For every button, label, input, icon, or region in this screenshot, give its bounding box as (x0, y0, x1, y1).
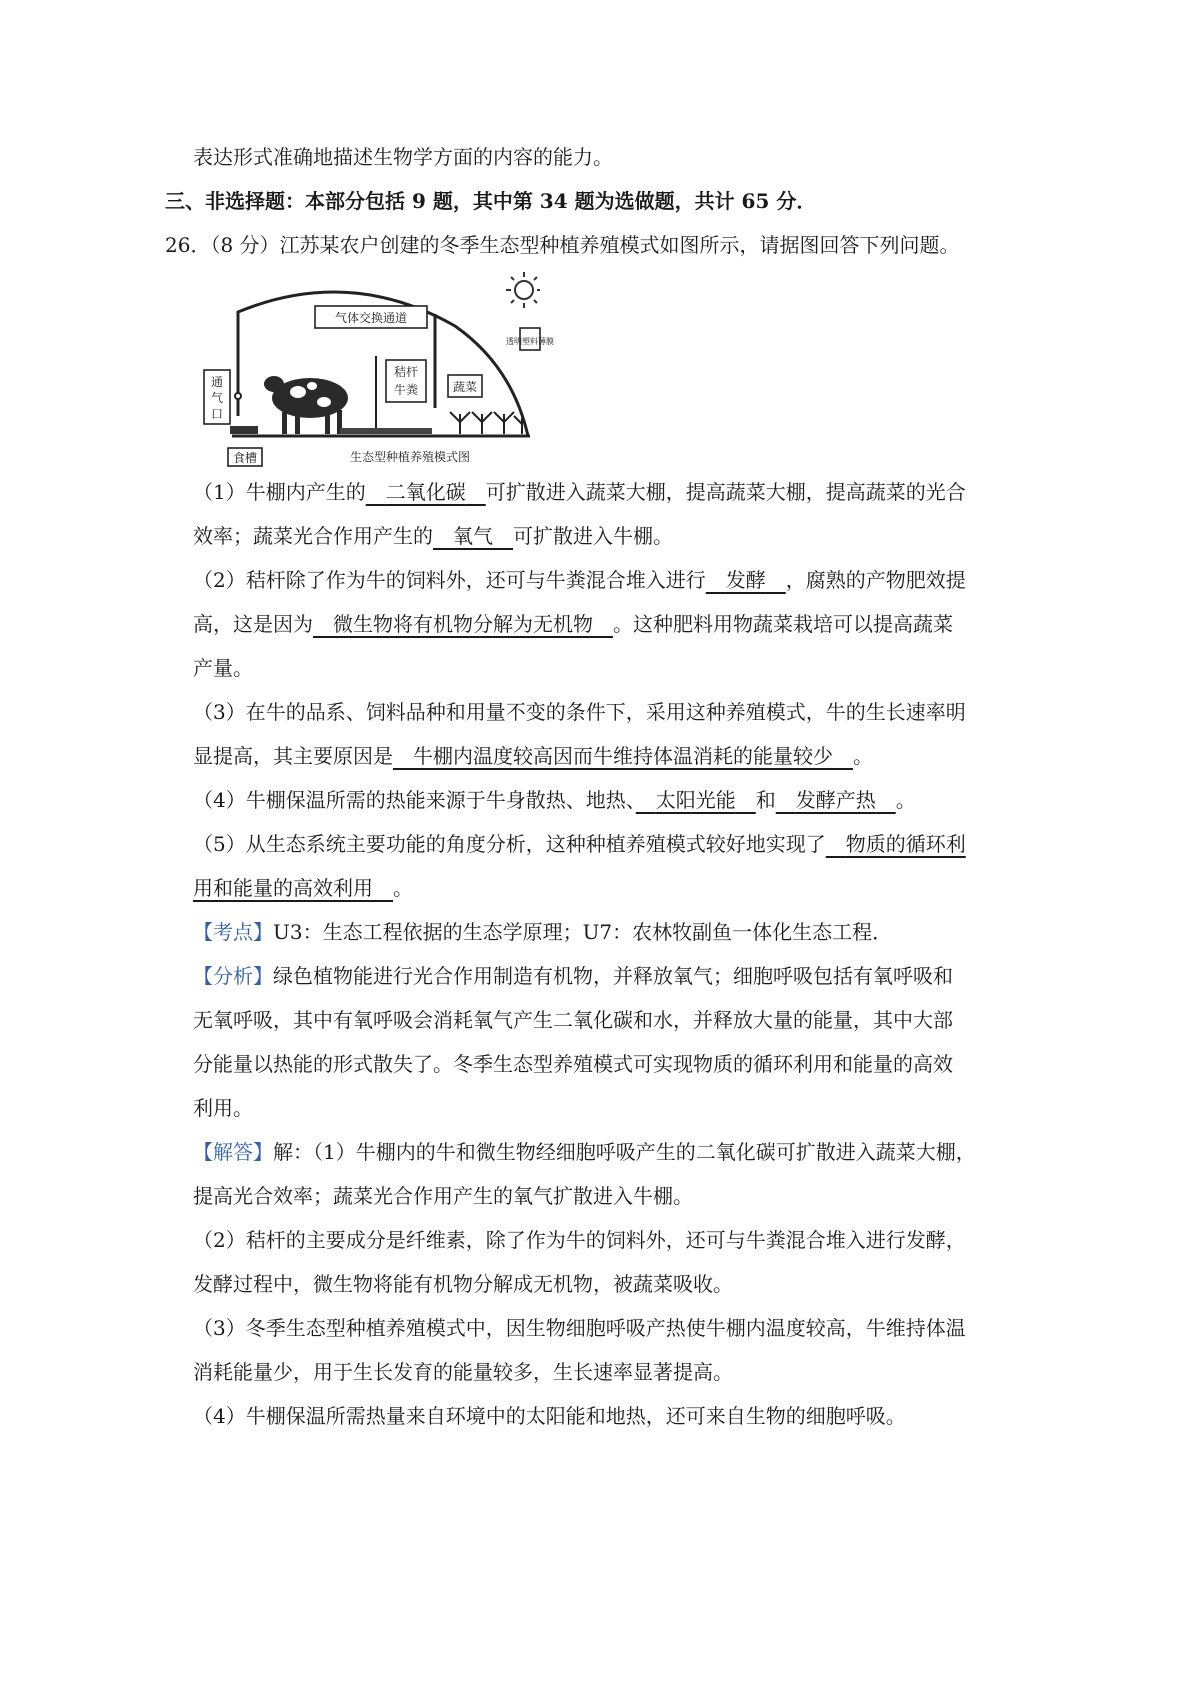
kaodian-tag: 【考点】 (193, 920, 273, 944)
trough (230, 426, 258, 434)
fenxi-line3: 分能量以热能的形式散失了。冬季生态型养殖模式可实现物质的循环利用和能量的高效 (193, 1052, 953, 1076)
text-segment: 和 (755, 788, 776, 812)
vent-label-3: 口 (210, 407, 224, 421)
q26-part5-line1 (193, 830, 966, 858)
vent-label-1: 通 (210, 375, 224, 389)
text-segment: （5）从生态系统主要功能的角度分析，这种种植养殖模式较好地实现了 (193, 832, 826, 856)
vent-label-2: 气 (210, 391, 224, 405)
jieda-line6: 消耗能量少，用于生长发育的能量较多，生长速率显著提高。 (193, 1360, 733, 1384)
vegetable-plants (450, 412, 522, 434)
fenxi-tag: 【分析】 (193, 964, 273, 988)
q26-part3-line1: （3）在牛的品系、饲料品种和用量不变的条件下，采用这种养殖模式，牛的生长速率明 (193, 700, 966, 724)
answer-blank: 二氧化碳 (385, 480, 466, 504)
text-segment: 。 (393, 876, 413, 900)
vent-hole (235, 393, 241, 399)
text-segment: 可扩散进入牛棚。 (513, 524, 673, 548)
text-segment: （4）牛棚保温所需的热能来源于牛身散热、地热、 (193, 788, 636, 812)
q26-part2-line1 (193, 566, 966, 594)
answer-blank: 发酵产热 (795, 788, 876, 812)
sun-icon (506, 272, 540, 308)
straw-pile (340, 428, 432, 434)
q26-part2-line2 (193, 610, 953, 638)
q26-part2-line3: 产量。 (193, 656, 253, 680)
fenxi-line2: 无氧呼吸，其中有氧呼吸会消耗氧气产生二氧化碳和水，并释放大量的能量，其中大部 (193, 1008, 953, 1032)
jieda-line5: （3）冬季生态型种植养殖模式中，因生物细胞呼吸产热使牛棚内温度较高，牛维持体温 (193, 1316, 966, 1340)
kaodian-line (193, 918, 892, 946)
trough-label: 食槽 (232, 451, 258, 465)
text-segment: 可扩散进入蔬菜大棚，提高蔬菜大棚，提高蔬菜的光合 (485, 480, 966, 504)
q26-part1-line1 (193, 478, 966, 506)
jieda-tag: 【解答】 (193, 1140, 273, 1164)
question-26-stem: 26．（8 分）江苏某农户创建的冬季生态型种植养殖模式如图所示，请据图回答下列问题。 (165, 233, 960, 257)
ecological-model-figure (200, 268, 554, 470)
text-segment: 解：（1）牛棚内的牛和微生物经细胞呼吸产生的二氧化碳可扩散进入蔬菜大棚， (273, 1140, 976, 1164)
film-label: 透明塑料薄膜 (506, 337, 554, 346)
q26-part5-line2 (193, 874, 413, 902)
answer-blank: 微生物将有机物分解为无机物 (333, 612, 593, 636)
q26-part3-line2 (193, 742, 873, 770)
jieda-line1 (193, 1138, 976, 1166)
text-segment: ，腐熟的产物肥效提 (785, 568, 966, 592)
answer-blank: 用和能量的高效利用 (193, 876, 373, 900)
answer-blank: 氧气 (453, 524, 493, 548)
answer-blank: 发酵 (725, 568, 766, 592)
answer-blank: 物质的循环利 (845, 832, 966, 856)
q26-part4 (193, 786, 916, 814)
q26-part1-line2 (193, 522, 673, 550)
figure-caption: 生态型种植养殖模式图 (349, 450, 471, 464)
manure-label: 牛粪 (393, 383, 419, 397)
text-segment: 。 (853, 744, 873, 768)
jieda-line4: 发酵过程中，微生物将能有机物分解成无机物，被蔬菜吸收。 (193, 1272, 733, 1296)
vegetable-label: 蔬菜 (452, 380, 478, 394)
section-heading: 三、非选择题：本部分包括 9 题，其中第 34 题为选做题，共计 65 分． (165, 189, 817, 213)
answer-blank: 太阳光能 (655, 788, 736, 812)
text-segment: 显提高，其主要原因是 (193, 744, 393, 768)
jieda-line2: 提高光合效率；蔬菜光合作用产生的氧气扩散进入牛棚。 (193, 1184, 693, 1208)
fenxi-line1 (193, 962, 953, 990)
jieda-line7: （4）牛棚保温所需热量来自环境中的太阳能和地热，还可来自生物的细胞呼吸。 (193, 1404, 906, 1428)
jieda-line3: （2）秸杆的主要成分是纤维素，除了作为牛的饲料外，还可与牛粪混合堆入进行发酵， (193, 1228, 966, 1252)
straw-label: 秸杆 (393, 365, 419, 379)
cow-icon (264, 376, 348, 434)
text-segment: 效率；蔬菜光合作用产生的 (193, 524, 433, 548)
fenxi-line4: 利用。 (193, 1096, 253, 1120)
gas-channel-label: 气体交换通道 (334, 311, 408, 325)
text-line-1: 表达形式准确地描述生物学方面的内容的能力。 (193, 145, 613, 169)
text-segment: 绿色植物能进行光合作用制造有机物，并释放氧气；细胞呼吸包括有氧呼吸和 (273, 964, 953, 988)
text-segment: 。 (895, 788, 916, 812)
text-segment: U3：生态工程依据的生态学原理；U7：农林牧副鱼一体化生态工程． (273, 920, 893, 944)
text-segment: 。这种肥料用物蔬菜栽培可以提高蔬菜 (613, 612, 953, 636)
text-segment: （2）秸杆除了作为牛的饲料外，还可与牛粪混合堆入进行 (193, 568, 706, 592)
text-segment: （1）牛棚内产生的 (193, 480, 366, 504)
text-segment: 高，这是因为 (193, 612, 313, 636)
answer-blank: 牛棚内温度较高因而牛维持体温消耗的能量较少 (413, 744, 833, 768)
